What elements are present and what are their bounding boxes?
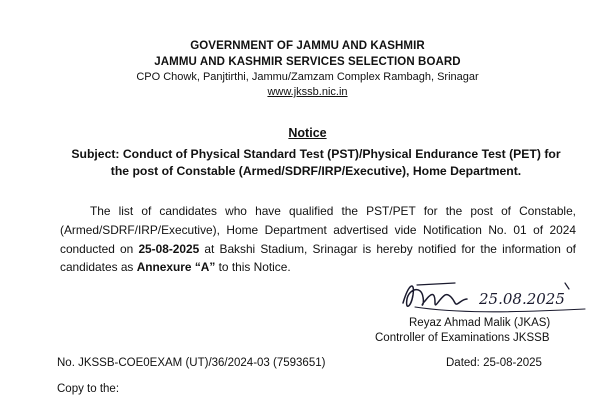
notice-title: Notice bbox=[288, 126, 327, 140]
handwritten-signature bbox=[395, 277, 595, 317]
signatory-name: Reyaz Ahmad Malik (JKAS) bbox=[409, 317, 551, 329]
notice-subject bbox=[56, 146, 576, 179]
body-text-part1: The list of candidates who have qualified the PST/PET for the post of Constable, (Armed/SDRF/IRP/Executive), Home Department advertised vide Notification No. 01 of 2024 conducted on bbox=[60, 204, 576, 256]
subject-line-2: the post of Constable (Armed/SDRF/IRP/Executive), Home Department. bbox=[110, 163, 522, 178]
signatory-designation: Controller of Examinations JKSSB bbox=[375, 331, 550, 344]
issue-date: Dated: 25-08-2025 bbox=[446, 357, 542, 369]
board-address: CPO Chowk, Panjtirthi, Jammu/Zamzam Complex Rambagh, Srinagar bbox=[136, 71, 479, 83]
government-title: GOVERNMENT OF JAMMU AND KASHMIR bbox=[190, 40, 425, 52]
notice-body bbox=[60, 202, 576, 277]
board-title: JAMMU AND KASHMIR SERVICES SELECTION BOARD bbox=[154, 56, 461, 68]
signatory-block bbox=[375, 316, 595, 345]
body-text-part2: at Bakshi Stadium, Srinagar is hereby notified for the information of candidates as bbox=[60, 241, 576, 275]
letterhead bbox=[0, 38, 615, 100]
exam-date: 25-08-2025 bbox=[138, 241, 200, 256]
subject-line-1: Subject: Conduct of Physical Standard Test (PST)/Physical Endurance Test (PET) for bbox=[71, 147, 561, 161]
signature-date: 25.08.2025 bbox=[479, 290, 565, 308]
copy-to-label: Copy to the: bbox=[57, 383, 120, 395]
annexure-reference: Annexure “A” bbox=[136, 260, 216, 275]
body-text-part3: to this Notice. bbox=[215, 260, 291, 275]
reference-number: No. JKSSB-COE0EXAM (UT)/36/2024-03 (7593651) bbox=[57, 357, 326, 369]
website-link[interactable]: www.jkssb.nic.in bbox=[267, 86, 348, 98]
